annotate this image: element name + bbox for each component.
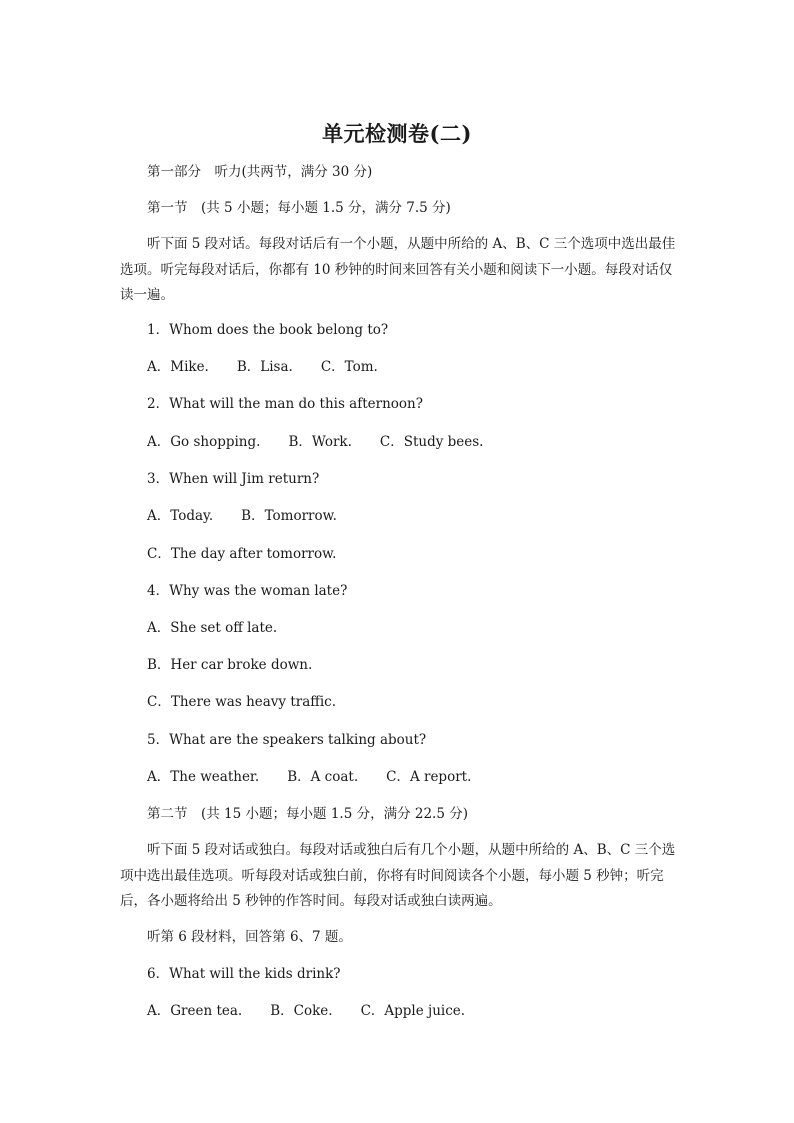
- question-2-options: [147, 432, 483, 452]
- question-4-option-c: C．There was heavy traffic.: [147, 694, 337, 710]
- question-1-options: [147, 357, 378, 377]
- section2-instructions-text: 听下面 5 段对话或独白。每段对话或独白后有几个小题，从题中所给的 A、B、C 三个选项中选出最佳选项。听每段对话或独白前，你将有时间阅读各个小题，每小题 5 秒钟；听完后，各小题将给出 5 秒钟的作答时间。每段对话或独白读两遍。: [120, 842, 676, 909]
- option-a: A．Go shopping.: [147, 434, 261, 450]
- option-c: C．Apple juice.: [360, 1003, 466, 1019]
- option-b: B．Tomorrow.: [241, 508, 337, 524]
- option-b: B．Lisa.: [236, 359, 293, 375]
- option-c: C．A report.: [386, 769, 472, 785]
- section1-instructions: [120, 232, 680, 309]
- question-3-options: [147, 506, 337, 526]
- question-3: 3．When will Jim return?: [147, 471, 320, 487]
- section1-instructions-text: 听下面 5 段对话。每段对话后有一个小题，从题中所给的 A、B、C 三个选项中选出最佳选项。听完每段对话后，你都有 10 秒钟的时间来回答有关小题和阅读下一小题。每段对话仅读一遍。: [120, 236, 676, 303]
- part1-heading: 第一部分 听力(共两节，满分 30 分): [147, 164, 373, 180]
- option-a: A．Mike.: [147, 359, 209, 375]
- section2-heading: 第二节 (共 15 小题；每小题 1.5 分，满分 22.5 分): [147, 806, 468, 822]
- option-c: C．Study bees.: [379, 434, 484, 450]
- question-4-option-b: B．Her car broke down.: [147, 657, 313, 673]
- question-5: 5．What are the speakers talking about?: [147, 732, 427, 748]
- option-a: A．Today.: [147, 508, 214, 524]
- page-title: 单元检测卷(二): [322, 121, 472, 146]
- option-c: C．Tom.: [320, 359, 378, 375]
- option-a: A．Green tea.: [147, 1003, 243, 1019]
- option-b: B．Coke.: [270, 1003, 333, 1019]
- section1-heading: 第一节 (共 5 小题；每小题 1.5 分，满分 7.5 分): [147, 200, 451, 216]
- question-3-option-c: C．The day after tomorrow.: [147, 546, 337, 562]
- question-6: 6．What will the kids drink?: [147, 966, 341, 982]
- material-6-note: 听第 6 段材料，回答第 6、7 题。: [147, 929, 352, 945]
- question-4: 4．Why was the woman late?: [147, 583, 348, 599]
- question-4-option-a: A．She set off late.: [147, 620, 278, 636]
- option-b: B．A coat.: [287, 769, 359, 785]
- question-1: 1．Whom does the book belong to?: [147, 322, 389, 338]
- question-2: 2．What will the man do this afternoon?: [147, 396, 423, 412]
- question-5-options: [147, 767, 471, 787]
- question-6-options: [147, 1001, 465, 1021]
- option-a: A．The weather.: [147, 769, 260, 785]
- section2-instructions: [120, 838, 680, 915]
- option-b: B．Work.: [288, 434, 352, 450]
